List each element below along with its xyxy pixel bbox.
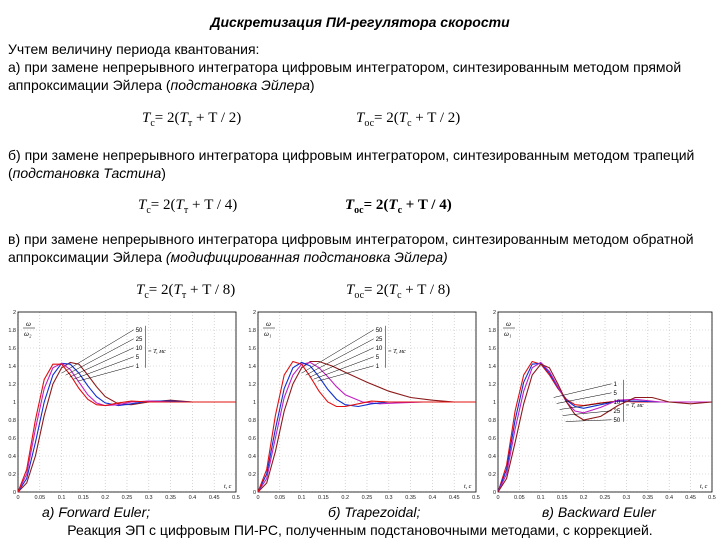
x-tick-label: 0.5 — [472, 495, 480, 501]
y-tick-label: 2 — [492, 310, 496, 316]
x-tick-label: 0.2 — [101, 495, 110, 501]
y-tick-label: 1.8 — [8, 328, 16, 334]
item-c — [8, 230, 708, 266]
y-tick-label: 0.2 — [8, 472, 16, 478]
annotation-arrow — [314, 357, 374, 379]
item-a-close: ) — [309, 77, 315, 93]
y-tick-label: 1 — [252, 400, 256, 406]
annotation-label: 25 — [135, 336, 143, 343]
annotation-arrow — [318, 366, 374, 381]
x-tick-label: 0.25 — [361, 495, 373, 501]
item-c-text: в) при замене непрерывного интегратора цифровым интегратором, синтезированным методом обратной аппроксимации Эйлера — [8, 231, 694, 265]
item-c-italic: (модифицированная подстановка Эйлера) — [165, 249, 448, 265]
series-line-1 — [18, 363, 236, 492]
formula-c-toc: $T_{ос}= 2(T_c + T / 8)$ — [346, 282, 451, 301]
y-tick-label: 0.8 — [8, 418, 16, 424]
x-tick-label: 0.05 — [514, 495, 525, 501]
x-tick-label: 0.5 — [232, 495, 240, 501]
y-tick-label: 0.8 — [488, 418, 496, 424]
annotation-label: 1 — [375, 363, 380, 370]
y-tick-label: 1.6 — [248, 346, 256, 352]
annotation-unit: = T, мс — [625, 402, 644, 409]
x-tick-label: 0.3 — [384, 495, 393, 501]
formula-a-toc: $T_{ос}= 2(T_c + T / 2)$ — [356, 110, 461, 129]
y-tick-label: 1.8 — [248, 328, 256, 334]
y-tick-label: 0.2 — [488, 472, 496, 478]
formula-b-tc: $T_c= 2(T_т + T / 4)$ — [138, 197, 238, 216]
y-tick-label: 1.4 — [248, 364, 256, 370]
figure-caption: Реакция ЭП с цифровым ПИ-РС, полученным подстановочными методами, с коррекцией. — [67, 522, 653, 538]
annotation-label: 1 — [613, 381, 617, 388]
y-tick-label: 0.2 — [248, 472, 256, 478]
x-tick-label: 0.45 — [208, 495, 220, 501]
y-tick-label: 0.6 — [488, 436, 496, 442]
y-tick-label: 0.6 — [248, 436, 256, 442]
y-tick-label: 1 — [12, 400, 16, 406]
y-axis-label-den: ω₁ — [504, 330, 512, 338]
x-tick-label: 0.45 — [685, 495, 696, 501]
y-tick-label: 0.6 — [8, 436, 16, 442]
y-tick-label: 0 — [492, 490, 496, 496]
series-line-3 — [498, 364, 712, 492]
y-axis-label-den: ω₂ — [24, 330, 32, 338]
y-tick-label: 0 — [252, 490, 256, 496]
x-tick-label: 0.35 — [405, 495, 416, 501]
y-tick-label: 1.6 — [8, 346, 16, 352]
annotation-label: 5 — [613, 390, 617, 397]
x-tick-label: 0.25 — [121, 495, 133, 501]
annotation-label: 25 — [613, 408, 621, 415]
item-a-text: а) при замене непрерывного интегратора цифровым интегратором, синтезированным методом прямой аппроксимации Эйлера ( — [8, 59, 682, 93]
x-tick-label: 0 — [256, 495, 260, 501]
x-tick-label: 0.15 — [556, 495, 568, 501]
annotation-label: 10 — [135, 345, 143, 352]
item-b-close: ) — [161, 165, 166, 181]
x-tick-label: 0.1 — [297, 495, 306, 501]
y-axis-label-den: ω₁ — [264, 330, 272, 338]
chart-backward-euler — [484, 308, 716, 502]
x-tick-label: 0.25 — [599, 495, 611, 501]
x-tick-label: 0.4 — [428, 495, 437, 501]
y-tick-label: 0.4 — [248, 454, 256, 460]
item-a-italic: подстановка Эйлера — [170, 77, 310, 93]
annotation-label: 50 — [613, 417, 621, 424]
y-tick-label: 0.4 — [488, 454, 496, 460]
x-tick-label: 0.1 — [536, 495, 545, 501]
item-b — [8, 146, 708, 182]
x-tick-label: 0.2 — [579, 495, 588, 501]
annotation-label: 10 — [613, 399, 621, 406]
annotation-arrow — [62, 330, 134, 373]
x-tick-label: 0.45 — [448, 495, 460, 501]
x-tick-label: 0.15 — [318, 495, 329, 501]
y-axis-label-num: ω — [266, 320, 271, 328]
y-tick-label: 1.4 — [488, 364, 496, 370]
caption-backward-euler: в) Backward Euler — [542, 504, 656, 520]
annotation-label: 25 — [375, 336, 383, 343]
y-tick-label: 1.2 — [248, 382, 256, 388]
x-tick-label: 0.3 — [622, 495, 631, 501]
y-tick-label: 2 — [252, 310, 256, 316]
intro-text — [8, 40, 708, 94]
chart-trapezoidal — [244, 308, 480, 502]
x-tick-label: 0.35 — [165, 495, 176, 501]
y-tick-label: 1.2 — [8, 382, 16, 388]
annotation-unit: = T, мс — [387, 348, 406, 355]
x-axis-label: t, с — [700, 484, 708, 490]
formula-a-tc: $T_c= 2(T_т + T / 2)$ — [142, 110, 242, 129]
x-tick-label: 0.05 — [274, 495, 286, 501]
x-tick-label: 0.3 — [144, 495, 153, 501]
x-axis-label: t, с — [224, 484, 232, 490]
y-tick-label: 1.2 — [488, 382, 496, 388]
y-tick-label: 0.8 — [248, 418, 256, 424]
annotation-label: 5 — [375, 354, 380, 361]
y-tick-label: 1.6 — [488, 346, 496, 352]
y-axis-label-num: ω — [26, 320, 31, 328]
annotation-label: 50 — [135, 327, 143, 334]
x-tick-label: 0.4 — [188, 495, 197, 501]
annotation-unit: = T, мс — [147, 348, 166, 355]
x-tick-label: 0 — [16, 495, 20, 501]
page-title: Дискретизация ПИ-регулятора скорости — [210, 14, 510, 30]
annotation-label: 50 — [375, 327, 383, 334]
y-tick-label: 1.4 — [8, 364, 16, 370]
x-tick-label: 0.05 — [34, 495, 46, 501]
y-axis-label-num: ω — [506, 320, 511, 328]
x-tick-label: 0.1 — [57, 495, 66, 501]
y-tick-label: 0 — [12, 490, 16, 496]
item-b-italic: подстановка Тастина — [12, 165, 162, 181]
x-tick-label: 0.5 — [708, 495, 716, 501]
y-tick-label: 1.8 — [488, 328, 496, 334]
caption-trapezoidal: б) Trapezoidal; — [328, 504, 421, 520]
y-tick-label: 1 — [492, 400, 496, 406]
y-tick-label: 2 — [12, 310, 16, 316]
intro-label: Учтем величину периода квантования: — [8, 41, 260, 57]
x-tick-label: 0 — [496, 495, 500, 501]
annotation-label: 1 — [135, 363, 140, 370]
y-tick-label: 0.4 — [8, 454, 16, 460]
formula-b-toc: $T_{ос}= 2(T_c + T / 4)$ — [345, 197, 452, 216]
annotation-label: 5 — [135, 354, 140, 361]
item-b-text: б) при замене непрерывного интегратора цифровым интегратором, синтезированным методом трапеций ( — [8, 147, 695, 181]
x-tick-label: 0.4 — [665, 495, 674, 501]
annotation-arrow — [302, 330, 374, 373]
x-tick-label: 0.2 — [341, 495, 350, 501]
formula-c-tc: $T_c= 2(T_т + T / 8)$ — [136, 282, 236, 301]
chart-forward-euler — [4, 308, 240, 502]
x-tick-label: 0.35 — [642, 495, 654, 501]
annotation-label: 10 — [375, 345, 383, 352]
x-axis-label: t, с — [464, 484, 472, 490]
caption-forward-euler: а) Forward Euler; — [42, 504, 151, 520]
x-tick-label: 0.15 — [78, 495, 89, 501]
